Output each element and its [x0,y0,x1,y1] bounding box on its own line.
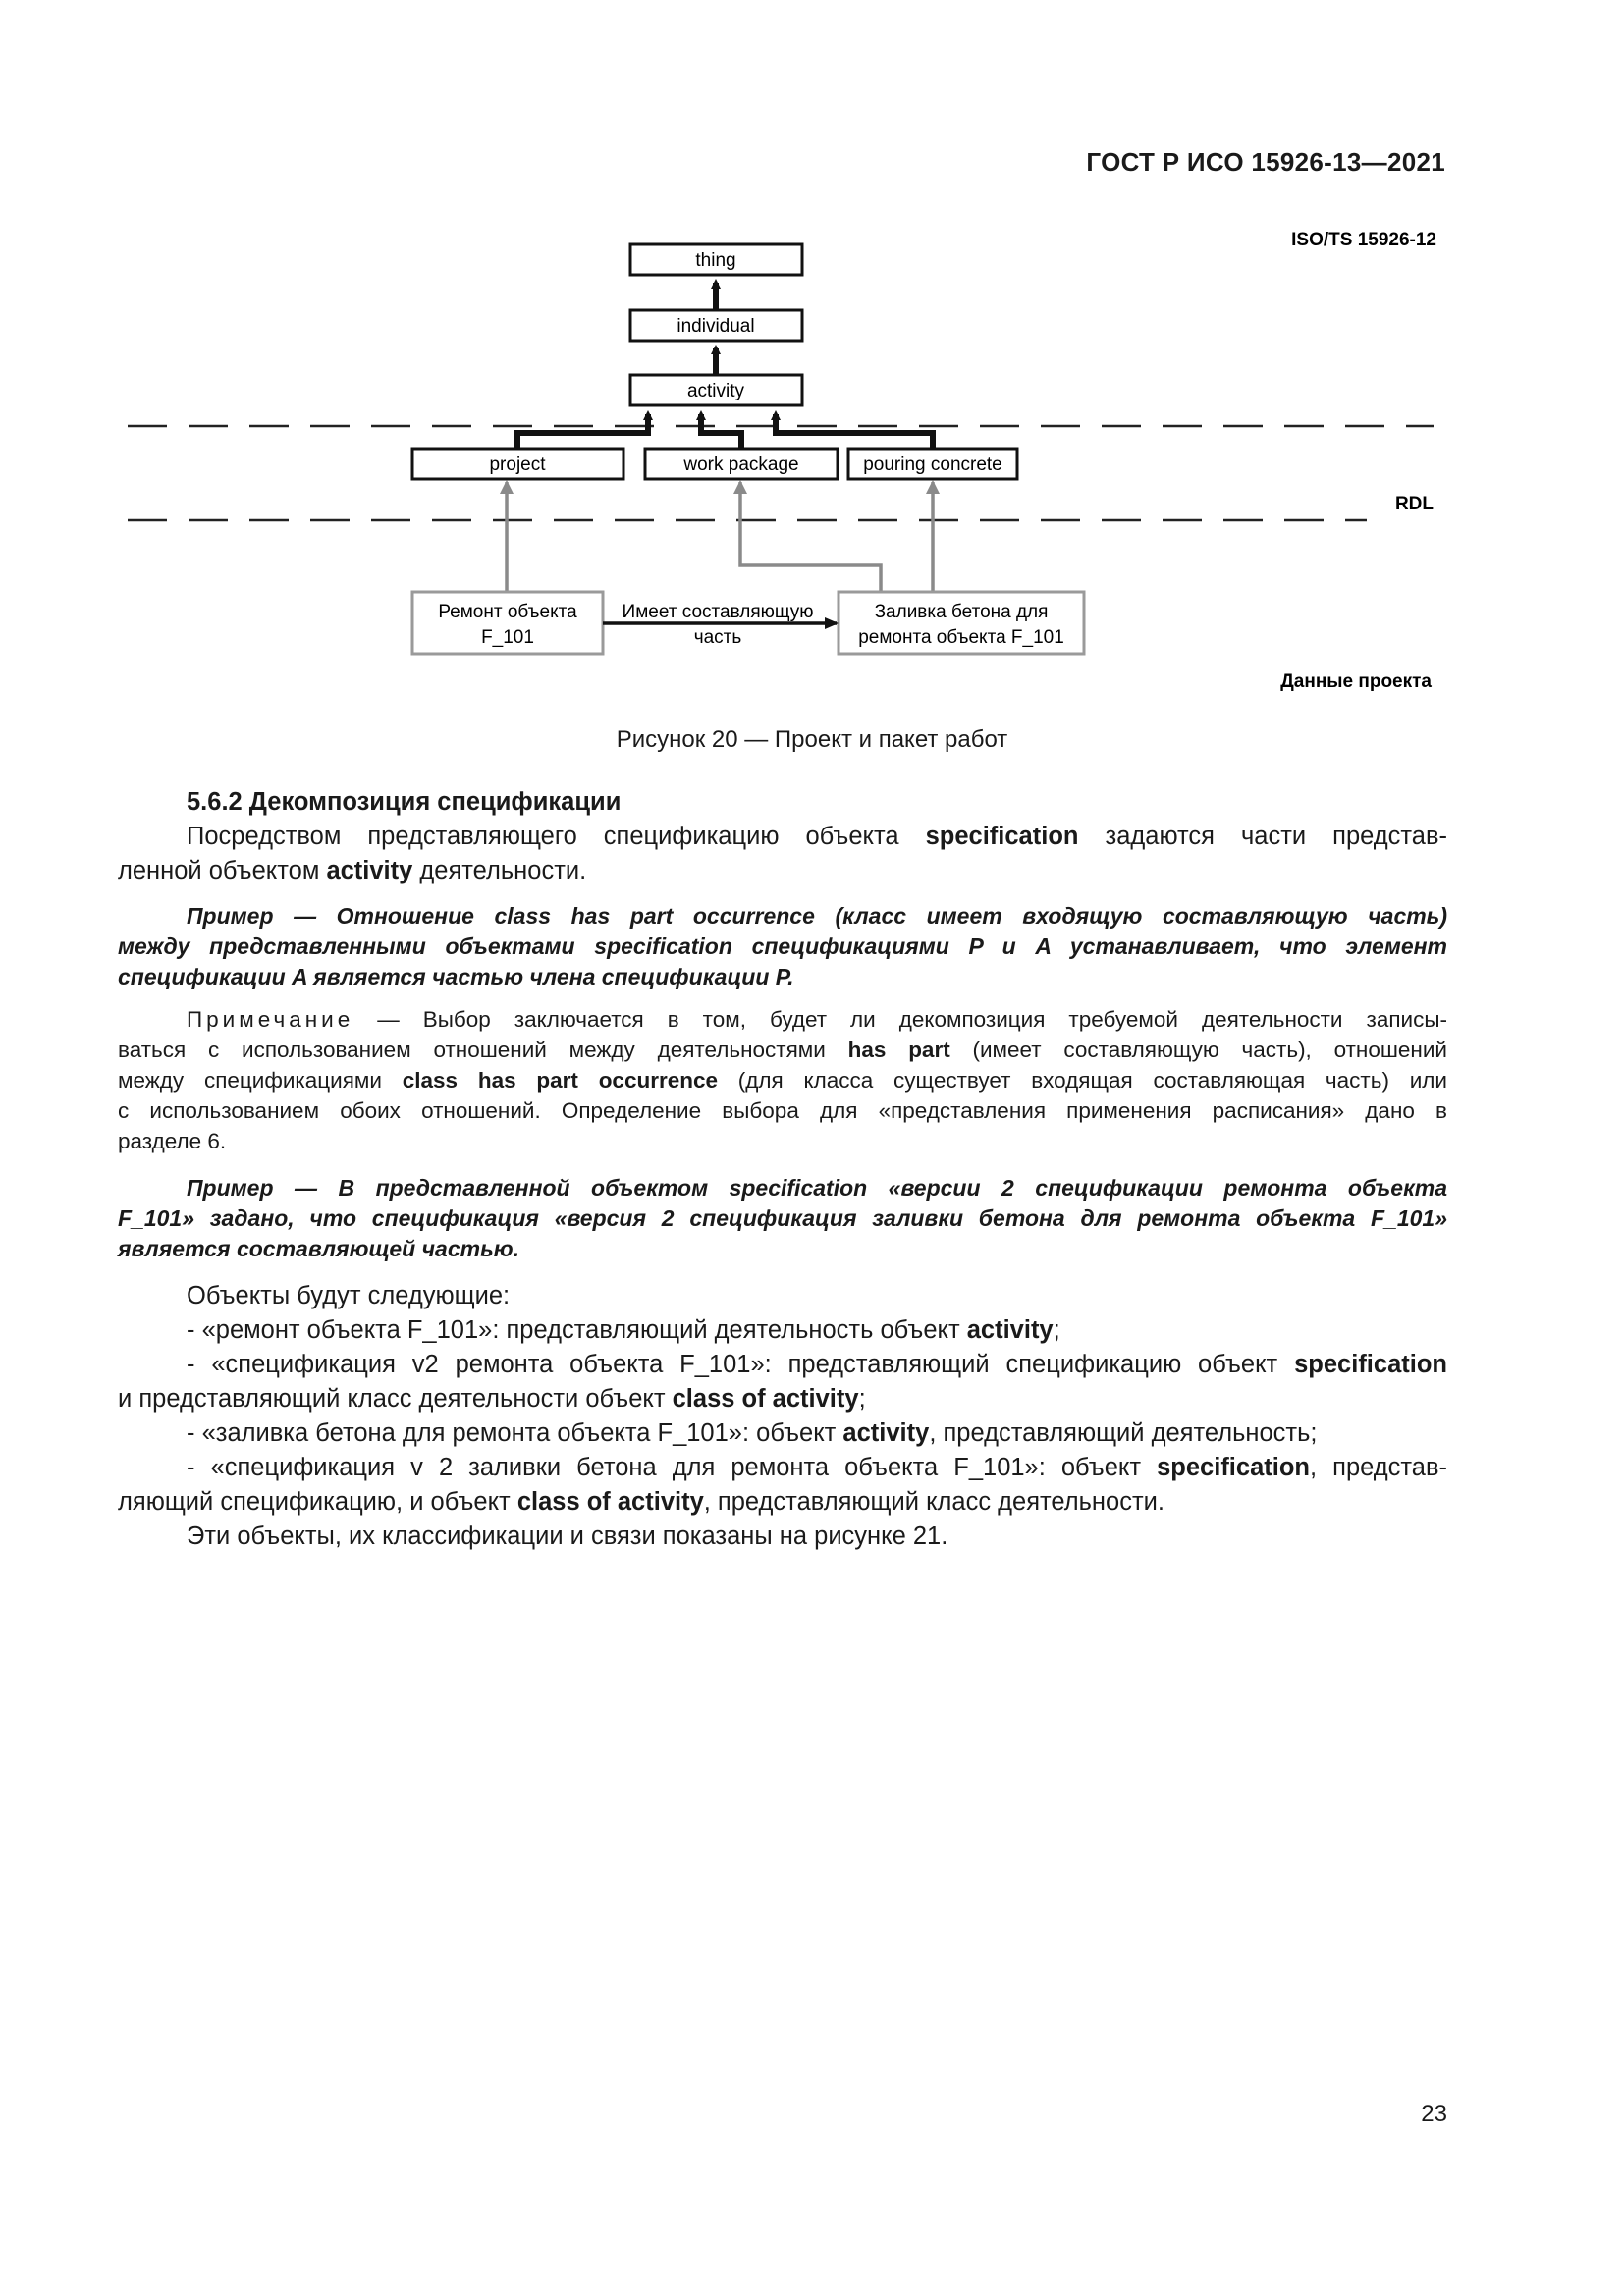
objects-intro: Объекты будут следующие: [187,1282,511,1309]
node-repair-line1: Ремонт объекта [438,602,577,622]
note-line2: ваться с использованием отношений между деятельностями has part (имеет составляющую часть), отношений [118,1038,1447,1062]
example-1 [118,901,1447,992]
document-id-header: ГОСТ Р ИСО 15926-13—2021 [1086,147,1445,177]
figure-20-diagram [0,0,1624,707]
node-work-package-label: work package [683,454,799,475]
source-label: ISO/TS 15926-12 [1291,230,1436,250]
relation-label-line1: Имеет составляющую [622,602,814,622]
note-block [118,1004,1447,1156]
node-pouring-line1: Заливка бетона для [874,602,1049,622]
example-1-line3: спецификации A является частью члена спецификации P. [118,964,794,989]
list-item: - «спецификация v 2 заливки бетона для ремонта объекта F_101»: объект specification, представ- [187,1454,1447,1481]
objects-closing: Эти объекты, их классификации и связи показаны на рисунке 21. [187,1522,948,1550]
note-line1: Примечание — Выбор заключается в том, будет ли декомпозиция требуемой деятельности записы- [187,1007,1447,1032]
example-1-line2: между представленными объектами specification спецификациями P и A устанавливает, что элемент [118,934,1447,959]
node-individual-label: individual [677,316,755,337]
page-number: 23 [1421,2101,1447,2127]
list-item: - «спецификация v2 ремонта объекта F_101»: представляющий спецификацию объект specification [187,1351,1447,1378]
example-2 [118,1173,1447,1264]
figure-caption: Рисунок 20 — Проект и пакет работ [616,726,1008,753]
note-line4: с использованием обоих отношений. Определение выбора для «представления применения расписания» дано в [118,1098,1447,1123]
example-2-line2: F_101» задано, что спецификация «версия 2 спецификация заливки бетона для ремонта объекта F_101» [118,1205,1447,1231]
list-item-continuation: и представляющий класс деятельности объект class of activity; [118,1385,866,1413]
note-line5: разделе 6. [118,1129,227,1153]
node-thing-label: thing [695,250,736,271]
section-block [118,785,1447,888]
example-2-line3: является составляющей частью. [118,1236,520,1261]
section-paragraph-line1: Посредством представляющего спецификацию объекта specification задаются части представ- [187,823,1447,850]
list-item: - «заливка бетона для ремонта объекта F_101»: объект activity, представляющий деятельность; [187,1419,1318,1447]
example-2-line1: Пример — В представленной объектом specification «версии 2 спецификации ремонта объекта [187,1175,1447,1201]
node-repair-line2: F_101 [481,627,534,648]
node-pouring-concrete-label: pouring concrete [863,454,1002,475]
arrow-project-to-activity [517,414,648,449]
objects-list [118,1279,1447,1554]
rdl-label: RDL [1394,494,1434,514]
note-label: Примечание [187,1007,354,1032]
list-item: - «ремонт объекта F_101»: представляющий деятельность объект activity; [187,1316,1060,1344]
example-1-line1: Пример — Отношение class has part occurrence (класс имеет входящую составляющую часть) [187,903,1447,929]
relation-label-line2: часть [693,627,742,648]
arrow-pouring-instance-to-work-package [740,482,881,592]
project-data-label: Данные проекта [1280,671,1432,692]
arrow-pouring-to-activity [776,414,933,449]
note-line3: между спецификациями class has part occurrence (для класса существует входящая составляющая часть) или [118,1068,1447,1093]
section-heading: 5.6.2 Декомпозиция спецификации [187,788,622,816]
node-project-label: project [489,454,546,475]
list-item-continuation: ляющий спецификацию, и объект class of activity, представляющий класс деятельности. [118,1488,1164,1516]
node-activity-label: activity [686,381,745,401]
section-paragraph-line2: ленной объектом activity деятельности. [118,857,587,884]
node-pouring-line2: ремонта объекта F_101 [858,627,1064,648]
arrow-workpackage-to-activity [701,414,741,449]
